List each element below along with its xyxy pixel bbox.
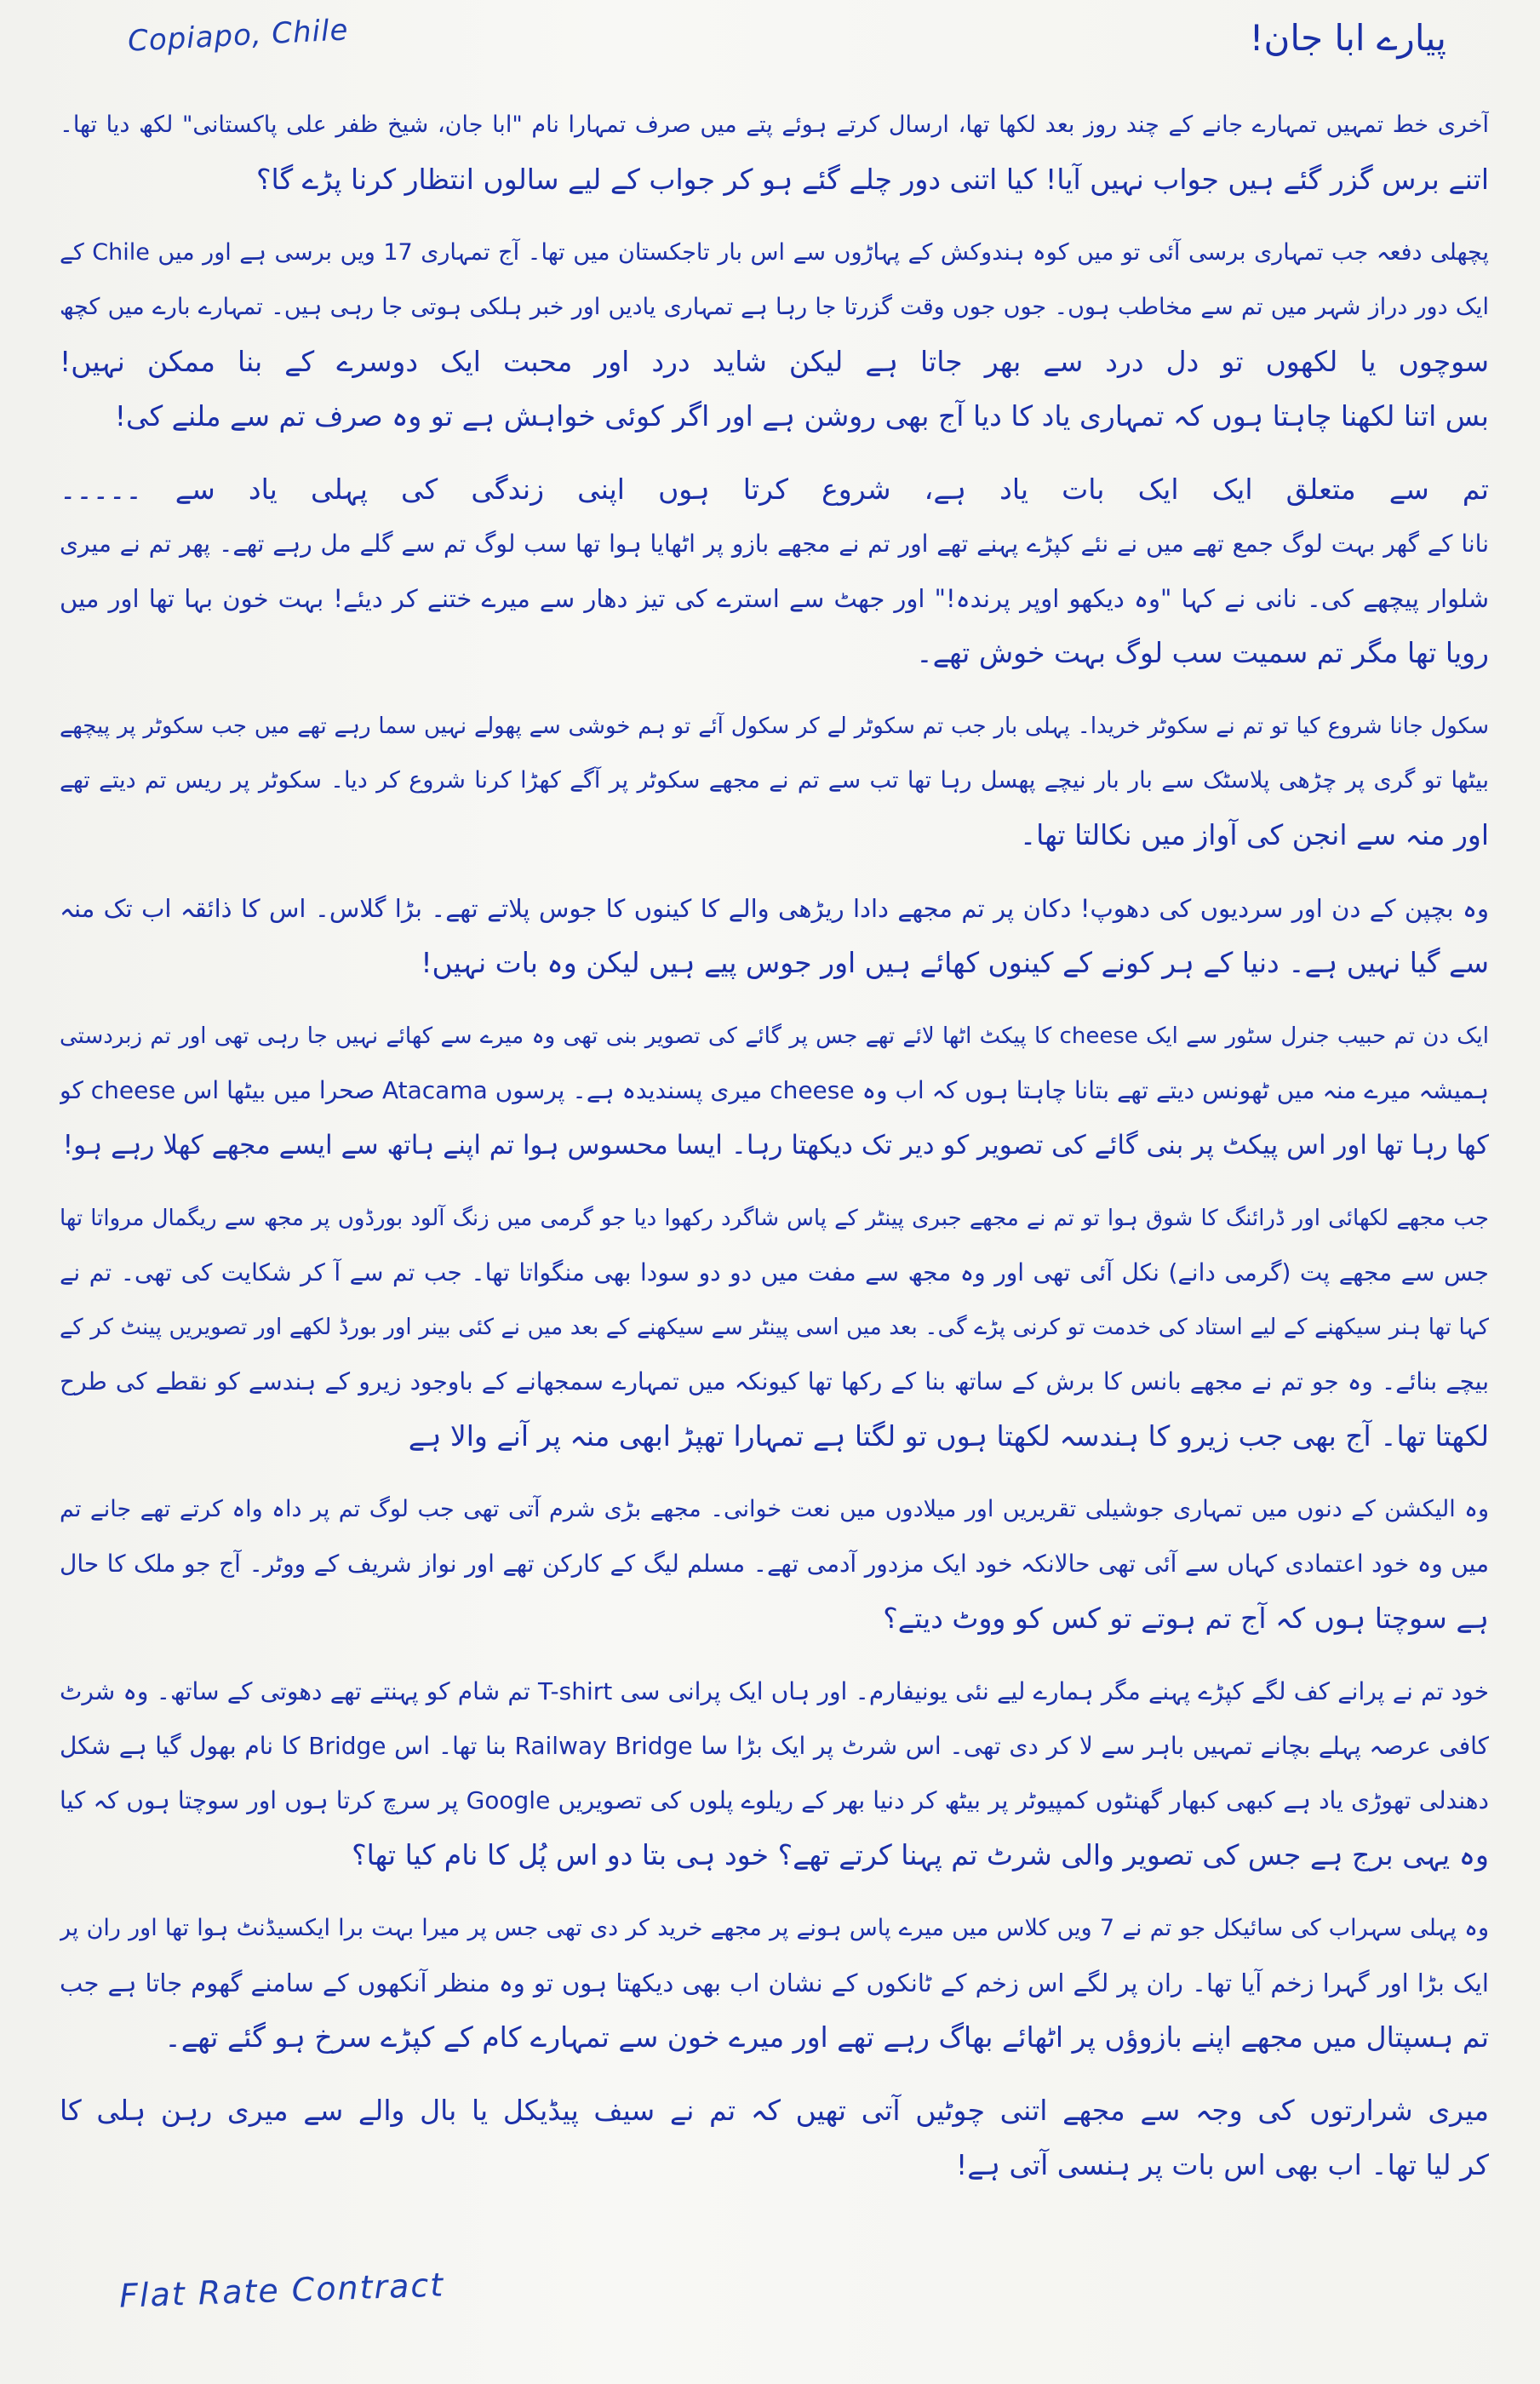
handwritten-line: وہ بچپن کے دن اور سردیوں کی دھوپ! دکان پر تم مجھے دادا ریڑھی والے کا کینوں کا جوس پلاتے تھے۔ بڑا گلاس۔ اس کا ذائقہ اب تک منہ <box>60 894 1489 923</box>
handwritten-line: آخری خط تمہیں تمہارے جانے کے چند روز بعد لکھا تھا، ارسال کرتے ہوئے پتے میں صرف تمہارا نام "ابا جان، شیخ ظفر علی پاکستانی" لکھ دیا تھا۔ <box>60 112 1489 138</box>
handwritten-line: پچھلی دفعہ جب تمہاری برسی آئی تو میں کوہ ہندوکش کے پہاڑوں سے اس بار تاجکستان میں تھا۔ آج تمہاری 17 ویں برسی ہے اور میں Chile کے <box>60 239 1489 266</box>
letter-paragraph <box>60 1191 1489 1464</box>
handwritten-line: تم ہسپتال میں مجھے اپنے بازوؤں پر اٹھائے بھاگ رہے تھے اور میرے خون سے تمہارے کام کے کپڑے سرخ ہو گئے تھے۔ <box>164 2020 1489 2054</box>
handwritten-line: اتنے برس گزر گئے ہیں جواب نہیں آیا! کیا اتنی دور چلے گئے ہو کر جواب کے لیے سالوں انتظار کرنا پڑے گا؟ <box>255 163 1489 196</box>
handwritten-line: ایک بڑا اور گہرا زخم آیا تھا۔ ران پر لگے اس زخم کے ٹانکوں کے نشان اب بھی دیکھتا ہوں تو وہ منظر آنکھوں کے سامنے گھوم جاتا ہے جب <box>60 1969 1489 1997</box>
handwritten-line: ہمیشہ میرے منہ میں ٹھونس دیتے تھے بتانا چاہتا ہوں کہ اب وہ cheese میری پسندیدہ ہے۔ پرسوں Atacama صحرا میں بیٹھا اس cheese کو <box>60 1076 1489 1104</box>
letter-place-date: Copiapo, Chile <box>127 13 350 59</box>
handwritten-line: بیچے بنائے۔ وہ جو تم نے مجھے بانس کا برش کے ساتھ بنا کے رکھا تھا کیونکہ میں تمہارے سمجھانے کے باوجود زیرو کے ہندسے کو نقطے کی طرح <box>60 1367 1489 1395</box>
handwritten-line: میں وہ خود اعتمادی کہاں سے آئی تھی حالانکہ خود ایک مزدور آدمی تھے۔ مسلم لیگ کے کارکن تھے اور نواز شریف کے ووٹر۔ آج جو ملک کا حال <box>60 1550 1489 1578</box>
letter-paragraph <box>60 881 1489 990</box>
handwritten-line: کر لیا تھا۔ اب بھی اس بات پر ہنسی آتی ہے! <box>956 2148 1489 2181</box>
letter-paragraph <box>60 1901 1489 2065</box>
handwritten-line: وہ پہلی سہراب کی سائیکل جو تم نے 7 ویں کلاس میں میرے پاس ہونے پر مجھے خرید کر دی تھی جس پر میرا بہت برا ایکسیڈنٹ ہوا تھا اور ران پر <box>60 1915 1489 1941</box>
handwritten-line: رویا تھا مگر تم سمیت سب لوگ بہت خوش تھے۔ <box>916 636 1489 669</box>
handwritten-line: سوچوں یا لکھوں تو دل درد سے بھر جاتا ہے لیکن شاید درد اور محبت ایک دوسرے کے بنا ممکن نہیں! <box>60 345 1489 378</box>
handwritten-line: ایک دن تم حبیب جنرل سٹور سے ایک cheese کا پیکٹ اٹھا لائے تھے جس پر گائے کی تصویر بنی تھی وہ میرے سے کھائے نہیں جا رہی تھی اور تم زبردستی <box>60 1023 1489 1049</box>
handwritten-line: لکھتا تھا۔ آج بھی جب زیرو کا ہندسہ لکھتا ہوں تو لگتا ہے تمہارا تھپڑ ابھی منہ پر آنے والا ہے <box>408 1419 1489 1453</box>
handwritten-line: اور منہ سے انجن کی آواز میں نکالتا تھا۔ <box>1019 818 1489 851</box>
handwritten-line: کہا تھا ہنر سیکھنے کے لیے استاد کی خدمت تو کرنی پڑے گی۔ بعد میں اسی پینٹر سے سیکھنے کے بعد میں نے کئی بینر اور بورڈ لکھے اور تصویریں پینٹ کر کے <box>60 1315 1489 1340</box>
letter-salutation: پیارے ابا جان! <box>1249 17 1446 59</box>
letter-paragraph <box>60 2083 1489 2192</box>
handwritten-line: کافی عرصہ پہلے بچانے تمہیں باہر سے لا کر دی تھی۔ اس شرٹ پر ایک بڑا سا Railway Bridge بنا تھا۔ اس Bridge کا نام بھول گیا ہے شکل <box>60 1732 1489 1760</box>
letter-paragraph <box>60 98 1489 207</box>
letter-paragraph <box>60 1009 1489 1172</box>
handwritten-line: میری شرارتوں کی وجہ سے مجھے اتنی چوٹیں آتی تھیں کہ تم نے سیف پیڈیکل یا بال والے سے میری رہن ہلی کا <box>60 2094 1489 2127</box>
handwritten-line: جب مجھے لکھائی اور ڈرائنگ کا شوق ہوا تو تم نے مجھے جبری پینٹر کے پاس شاگرد رکھوا دیا جو گرمی میں زنگ آلود بورڈوں پر مجھ سے ریگمال مرواتا تھا <box>60 1206 1489 1231</box>
handwritten-line: سکول جانا شروع کیا تو تم نے سکوٹر خریدا۔ پہلی بار جب تم سکوٹر لے کر سکول آئے تو ہم خوشی سے پھولے نہیں سما رہے تھے میں جب سکوٹر پر پیچھے <box>60 713 1489 739</box>
handwritten-line: تم سے متعلق ایک ایک بات یاد ہے، شروع کرتا ہوں اپنی زندگی کی پہلی یاد سے ۔۔۔۔۔ <box>60 473 1489 506</box>
handwritten-line: خود تم نے پرانے کف لگے کپڑے پہنے مگر ہمارے لیے نئی یونیفارم۔ اور ہاں ایک پرانی سی T-shirt تم شام کو پہنتے تھے دھوتی کے ساتھ۔ وہ شرٹ <box>60 1677 1489 1705</box>
handwritten-line: جس سے مجھے پت (گرمی دانے) نکل آئی تھی اور وہ مجھ سے مفت میں دو دو سودا بھی منگواتا تھا۔ جب تم سے آ کر شکایت کی تھی۔ تم نے <box>60 1258 1489 1287</box>
letter-paragraph <box>60 462 1489 680</box>
letter-paragraph <box>60 1665 1489 1883</box>
letter-paragraph <box>60 1482 1489 1646</box>
letter-paragraph <box>60 699 1489 862</box>
handwritten-line: وہ یہی برج ہے جس کی تصویر والی شرٹ تم پہنا کرتے تھے؟ خود ہی بتا دو اس پُل کا نام کیا تھا؟ <box>352 1838 1489 1871</box>
handwritten-line: نانا کے گھر بہت لوگ جمع تھے میں نے نئے کپڑے پہنے تھے اور تم نے مجھے بازو پر اٹھایا ہوا تھا سب لوگ تم سے گلے مل رہے تھے۔ پھر تم نے میری <box>60 530 1489 558</box>
handwritten-line: شلوار پیچھے کی۔ نانی نے کہا "وہ دیکھو اوپر پرندہ!" اور جھٹ سے استرے کی تیز دھار سے میرے ختنے کر دیئے! بہت خون بہا تھا اور میں <box>60 584 1489 613</box>
handwritten-line: دھندلی تھوڑی یاد ہے کبھی کبھار گھنٹوں کمپیوٹر پر بیٹھ کر دنیا بھر کے ریلوے پلوں کی تصویریں Google پر سرچ کرتا ہوں اور سوچتا ہوں کہ کیا <box>60 1786 1489 1814</box>
handwritten-line: کھا رہا تھا اور اس پیکٹ پر بنی گائے کی تصویر کو دیر تک دیکھتا رہا۔ ایسا محسوس ہوا تم اپنے ہاتھ سے ایسے مجھے کھلا رہے ہو! <box>62 1130 1489 1160</box>
handwritten-line: بس اتنا لکھنا چاہتا ہوں کہ تمہاری یاد کا دیا آج بھی روشن ہے اور اگر کوئی خواہش ہے تو وہ صرف تم سے ملنے کی! <box>114 399 1489 433</box>
handwritten-line: ایک دور دراز شہر میں تم سے مخاطب ہوں۔ جوں جوں وقت گزرتا جا رہا ہے تمہاری یادیں اور خبر ہلکی ہوتی جا رہی ہیں۔ تمہارے بارے میں کچھ <box>60 294 1489 320</box>
letter-body <box>60 98 1489 2211</box>
handwritten-line: سے گیا نہیں ہے۔ دنیا کے ہر کونے کے کینوں کھائے ہیں اور جوس پیے ہیں لیکن وہ بات نہیں! <box>421 946 1489 979</box>
letter-paragraph <box>60 226 1489 444</box>
handwritten-line: وہ الیکشن کے دنوں میں تمہاری جوشیلی تقریریں اور میلادوں میں نعت خوانی۔ مجھے بڑی شرم آتی تھی جب لوگ تم پر داہ واہ کرتے تھے جانے تم <box>60 1496 1489 1522</box>
handwritten-line: بیٹھا تو گری پر چڑھی پلاسٹک سے بار بار نیچے پھسل رہا تھا تب سے تم نے مجھے سکوٹر پر آگے کھڑا کرنا شروع کر دیا۔ سکوٹر پر ریس تم دیتے تھے <box>60 767 1489 794</box>
handwritten-line: ہے سوچتا ہوں کہ آج تم ہوتے تو کس کو ووٹ دیتے؟ <box>883 1602 1489 1635</box>
margin-note: Flat Rate Contract <box>118 2266 445 2315</box>
